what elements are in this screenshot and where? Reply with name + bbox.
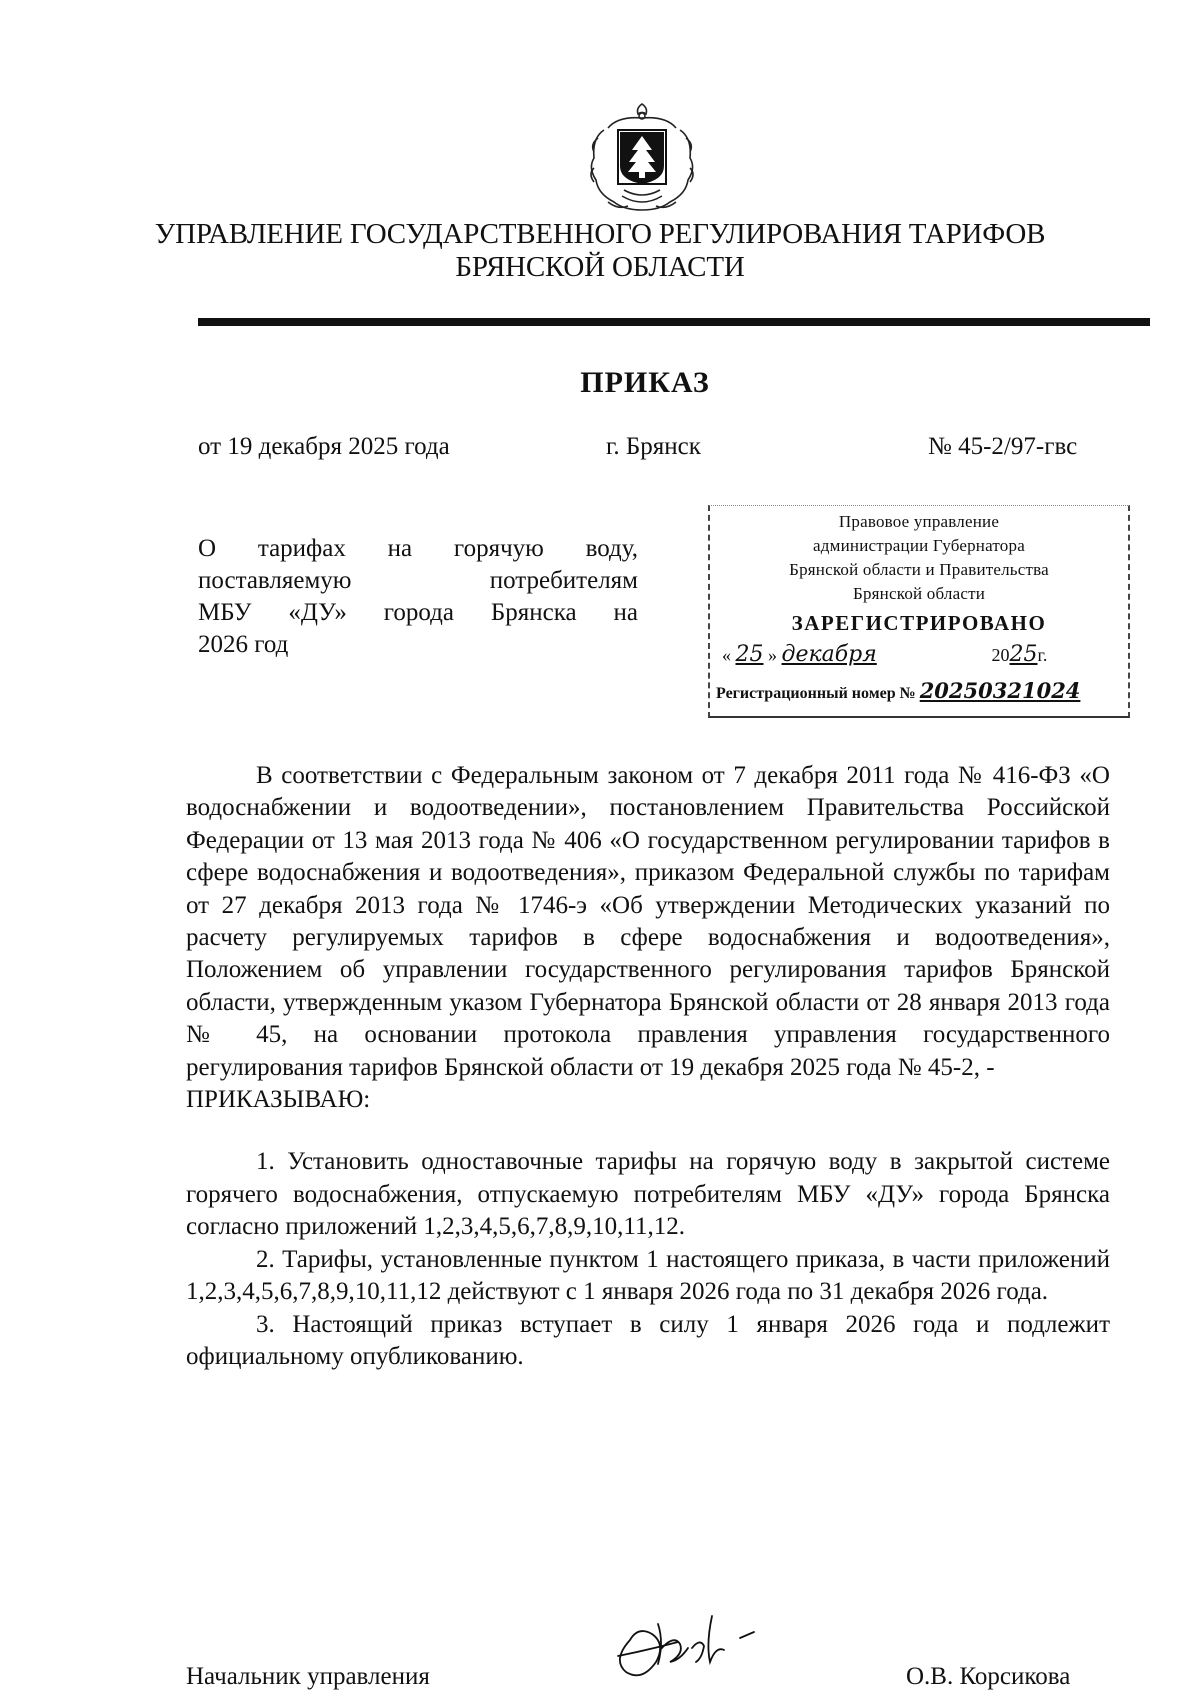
- document-number: № 45-2/97-гвс: [928, 433, 1078, 460]
- order-word: ПРИКАЗЫВАЮ:: [186, 1086, 371, 1114]
- stamp-line: Брянской области и Правительства: [789, 560, 1049, 579]
- stamp-date-tail: г.: [1037, 645, 1048, 665]
- stamp-date-year-prefix: 20: [991, 645, 1010, 665]
- document-date: от 19 декабря 2025 года: [198, 433, 450, 460]
- stamp-date-day: 25: [735, 642, 764, 667]
- coat-of-arms-emblem: [568, 98, 716, 218]
- organization-name-line2: БРЯНСКОЙ ОБЛАСТИ: [455, 251, 745, 283]
- order-item-3: 3. Настоящий приказ вступает в силу 1 января 2026 года и подлежит официальному опубликованию.: [186, 1310, 1110, 1370]
- organization-name-line1: УПРАВЛЕНИЕ ГОСУДАРСТВЕННОГО РЕГУЛИРОВАНИЯ ТАРИФОВ: [154, 218, 1046, 250]
- document-title: ПРИКАЗ: [580, 366, 710, 399]
- signatory-name: О.В. Корсикова: [906, 1663, 1071, 1690]
- document-body: [186, 760, 1110, 1373]
- order-item-2: 2. Тарифы, установленные пунктом 1 настоящего приказа, в части приложений 1,2,3,4,5,6,7,8,9,10,11,12 действуют с 1 января 2026 года по 31 декабря 2026 года.: [186, 1245, 1110, 1306]
- signatory-position: Начальник управления: [186, 1663, 430, 1690]
- stamp-registered: ЗАРЕГИСТРИРОВАНО: [791, 611, 1047, 635]
- subject-line: поставляемую потребителям: [198, 567, 638, 594]
- stamp-line: Правовое управление: [838, 512, 1000, 531]
- stamp-registration-number: [716, 678, 1124, 703]
- stamp-line: Брянской области: [853, 584, 985, 603]
- preamble-paragraph: В соответствии с Федеральным законом от 7 декабря 2011 года № 416-ФЗ «О водоснабжении и водоотведении», постановлением Правительства Российской Федерации от 13 мая 2013 года № 406 «О государственном регулировании тарифов в сфере водоснабжения и водоотведения», приказом Федеральной службы по тарифам от 27 декабря 2013 года № 1746-э «Об утверждении Методических указаний по расчету регулируемых тарифов в сфере водоснабжения и водоотведения», Положением об управлении государственного регулирования тарифов Брянской области, утвержденным указом Губернатора Брянской области от 28 января 2013 года № 45, на основании протокола правления управления государственного регулирования тарифов Брянской области от 19 декабря 2025 года № 45-2, -: [186, 762, 1110, 1081]
- header-divider: [198, 318, 1150, 326]
- subject-line: МБУ «ДУ» города Брянска на: [198, 599, 638, 626]
- stamp-date-year-suffix: 25: [1009, 642, 1038, 667]
- stamp-date: « 25 » декабря 2025г.: [722, 642, 1048, 667]
- document-subject: [198, 533, 638, 661]
- stamp-date-month: декабря: [781, 642, 877, 667]
- subject-line: О тарифах на горячую воду,: [198, 535, 638, 562]
- stamp-reg-label: Регистрационный номер №: [716, 685, 916, 702]
- subject-line: 2026 год: [198, 631, 289, 658]
- stamp-reg-number: 2025032102​4: [919, 678, 1081, 703]
- document-city: г. Брянск: [606, 433, 701, 460]
- stamp-line: администрации Губернатора: [813, 536, 1025, 555]
- handwritten-signature: [600, 1590, 790, 1686]
- registration-stamp: [708, 505, 1130, 718]
- order-item-1: 1. Установить одноставочные тарифы на горячую воду в закрытой системе горячего водоснабжения, отпускаемую потребителям МБУ «ДУ» города Брянска согласно приложений 1,2,3,4,5,6,7,8,9,10,11,12.: [186, 1148, 1110, 1241]
